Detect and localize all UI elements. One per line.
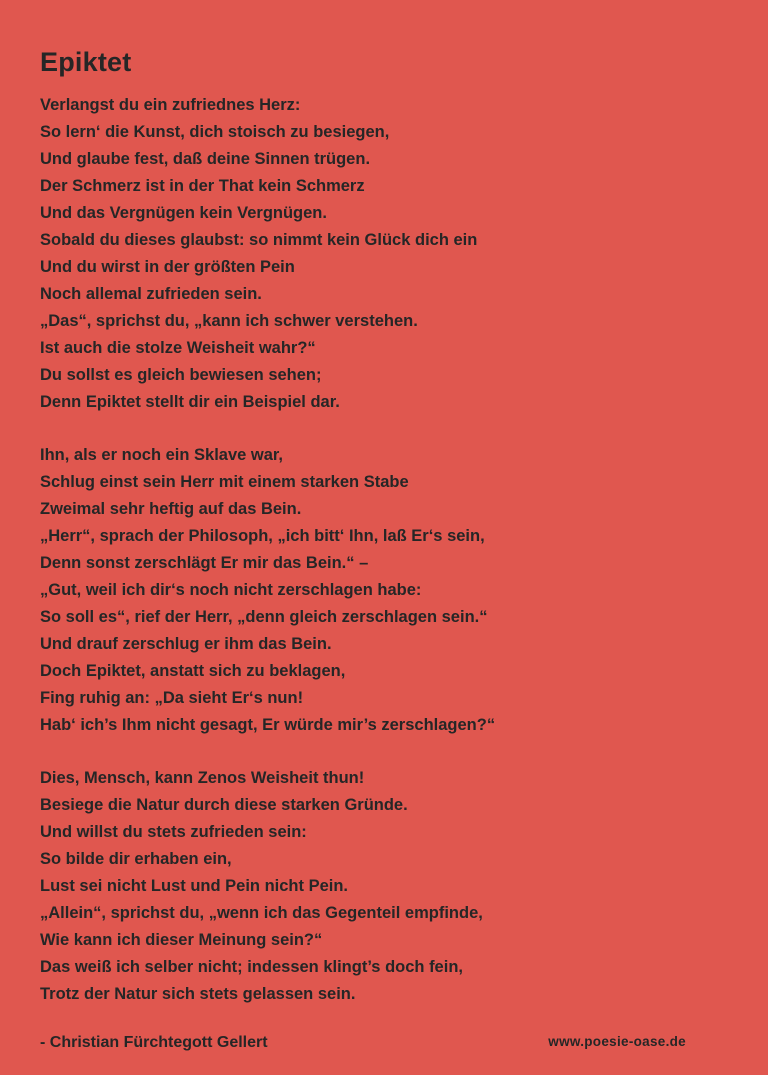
poem-line: So soll es“, rief der Herr, „denn gleich zerschlagen sein.“	[40, 608, 488, 627]
stanza-2	[40, 442, 728, 739]
poem-line: Und glaube fest, daß deine Sinnen trügen.	[40, 150, 371, 169]
poem-line: Hab‘ ich’s Ihm nicht gesagt, Er würde mir’s zerschlagen?“	[40, 716, 496, 735]
poem-line: Lust sei nicht Lust und Pein nicht Pein.	[40, 877, 349, 896]
poem-line: „Herr“, sprach der Philosoph, „ich bitt‘ Ihn, laß Er‘s sein,	[40, 527, 485, 546]
poem-line: Das weiß ich selber nicht; indessen klingt’s doch fein,	[40, 958, 463, 977]
poem-line: Denn Epiktet stellt dir ein Beispiel dar.	[40, 393, 340, 412]
website-credit: www.poesie-oase.de	[548, 1034, 686, 1049]
poem-line: Dies, Mensch, kann Zenos Weisheit thun!	[40, 769, 365, 788]
poem-line: So lern‘ die Kunst, dich stoisch zu besiegen,	[40, 123, 390, 142]
poem-line: Und du wirst in der größten Pein	[40, 258, 295, 277]
poem-author: - Christian Fürchtegott Gellert	[40, 1034, 268, 1052]
poem-line: Denn sonst zerschlägt Er mir das Bein.“ –	[40, 554, 369, 573]
poem-line: Noch allemal zufrieden sein.	[40, 285, 262, 304]
poem-line: Sobald du dieses glaubst: so nimmt kein Glück dich ein	[40, 231, 478, 250]
poem-line: Verlangst du ein zufriednes Herz:	[40, 96, 301, 115]
poem-line: Ihn, als er noch ein Sklave war,	[40, 446, 284, 465]
poem-line: Besiege die Natur durch diese starken Gründe.	[40, 796, 408, 815]
poem-line: Wie kann ich dieser Meinung sein?“	[40, 931, 323, 950]
poem-line: Fing ruhig an: „Da sieht Er‘s nun!	[40, 689, 304, 708]
poem-line: Schlug einst sein Herr mit einem starken Stabe	[40, 473, 409, 492]
poem-line: Ist auch die stolze Weisheit wahr?“	[40, 339, 316, 358]
poem-line: Du sollst es gleich bewiesen sehen;	[40, 366, 322, 385]
stanza-1	[40, 92, 728, 416]
poem-line: Und drauf zerschlug er ihm das Bein.	[40, 635, 332, 654]
poem-line: „Gut, weil ich dir‘s noch nicht zerschlagen habe:	[40, 581, 422, 600]
stanza-3	[40, 765, 728, 1008]
poem-line: „Allein“, sprichst du, „wenn ich das Gegenteil empfinde,	[40, 904, 483, 923]
poem-line: Und das Vergnügen kein Vergnügen.	[40, 204, 327, 223]
poem-line: „Das“, sprichst du, „kann ich schwer verstehen.	[40, 312, 418, 331]
poem-line: Der Schmerz ist in der That kein Schmerz	[40, 177, 365, 196]
page-title: Epiktet	[40, 47, 132, 77]
poem-line: Trotz der Natur sich stets gelassen sein.	[40, 985, 356, 1004]
poem-line: Zweimal sehr heftig auf das Bein.	[40, 500, 302, 519]
poem-line: Und willst du stets zufrieden sein:	[40, 823, 307, 842]
poem-line: So bilde dir erhaben ein,	[40, 850, 232, 869]
poem-line: Doch Epiktet, anstatt sich zu beklagen,	[40, 662, 346, 681]
